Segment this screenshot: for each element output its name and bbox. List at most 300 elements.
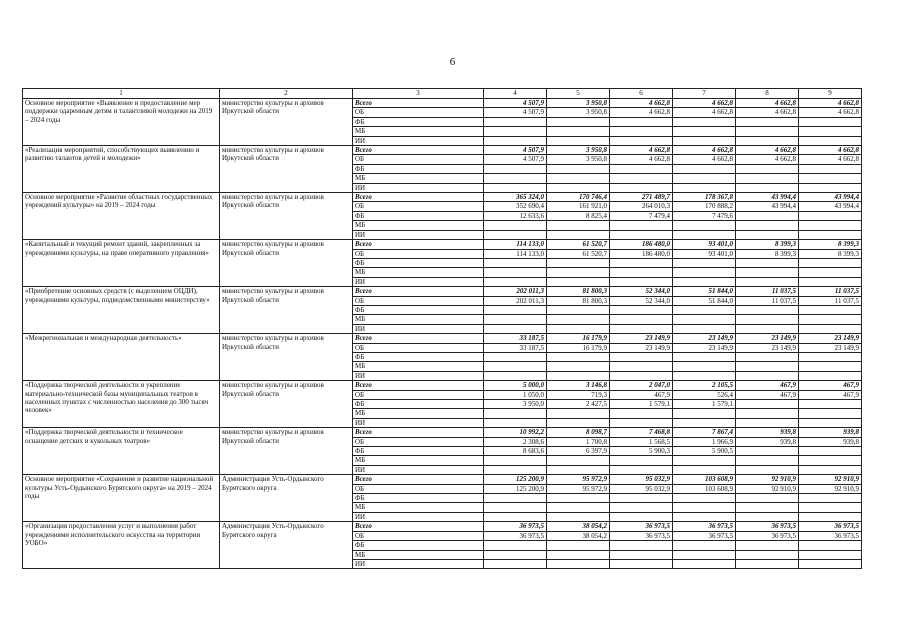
amount-cell [799,117,862,126]
table-row-total [23,99,862,108]
amount-cell [484,465,547,474]
amount-cell [484,324,547,333]
amount-cell: 125 200,9 [484,475,547,484]
table-row-total [23,522,862,531]
amount-cell [736,541,799,550]
amount-cell [673,324,736,333]
amount-cell [673,268,736,277]
amount-cell: 23 149,9 [736,343,799,352]
amount-cell [799,456,862,465]
amount-cell [610,362,673,371]
amount-cell: 526,4 [673,390,736,399]
amount-cell: 81 800,3 [547,296,610,305]
amount-cell: 4 662,8 [610,108,673,117]
activity-name: «Межрегиональная и международная деятельность» [23,334,220,381]
responsible-executor: министерство культуры и архивов Иркутской области [220,193,353,240]
amount-cell: 7 479,4 [610,211,673,220]
amount-cell [673,559,736,568]
amount-cell: 161 921,0 [547,202,610,211]
header-cell: 8 [736,89,799,99]
amount-cell: 4 662,8 [736,155,799,164]
table-row-total [23,334,862,343]
responsible-executor: министерство культуры и архивов Иркутской области [220,240,353,287]
amount-cell: 95 972,9 [547,475,610,484]
responsible-executor: Администрация Усть-Ордынского Бурятского округа [220,475,353,522]
amount-cell: 7 479,6 [673,211,736,220]
amount-cell [673,494,736,503]
funding-source: Всего [353,146,484,155]
amount-cell: 4 507,9 [484,108,547,117]
amount-cell: 11 037,5 [736,287,799,296]
amount-cell: 61 520,7 [547,249,610,258]
amount-cell [610,127,673,136]
amount-cell [673,503,736,512]
funding-source: ИИ [353,230,484,239]
amount-cell: 4 662,8 [610,155,673,164]
amount-cell [799,183,862,192]
funding-source: ИИ [353,136,484,145]
amount-cell [799,541,862,550]
amount-cell [799,550,862,559]
amount-cell: 1 050,0 [484,390,547,399]
funding-source: ФБ [353,541,484,550]
amount-cell [799,211,862,220]
amount-cell [673,221,736,230]
amount-cell [799,559,862,568]
amount-cell: 81 800,3 [547,287,610,296]
amount-cell [610,136,673,145]
funding-source: ФБ [353,447,484,456]
amount-cell [484,230,547,239]
amount-cell: 4 507,9 [484,146,547,155]
amount-cell: 4 662,8 [736,146,799,155]
header-cell: 3 [353,89,484,99]
amount-cell: 23 149,9 [799,334,862,343]
amount-cell [673,164,736,173]
amount-cell: 3 950,8 [547,99,610,108]
responsible-executor: министерство культуры и архивов Иркутской области [220,287,353,334]
amount-cell: 1 966,9 [673,437,736,446]
amount-cell [673,127,736,136]
amount-cell [736,315,799,324]
amount-cell [736,400,799,409]
page-number: 6 [449,56,456,68]
amount-cell: 36 973,5 [484,531,547,540]
header-cell: 4 [484,89,547,99]
amount-cell [610,268,673,277]
responsible-executor: министерство культуры и архивов Иркутской области [220,99,353,146]
amount-cell [799,230,862,239]
amount-cell [736,277,799,286]
amount-cell [736,447,799,456]
amount-cell [673,409,736,418]
amount-cell [799,305,862,314]
header-row [23,89,862,99]
amount-cell [610,305,673,314]
amount-cell [673,305,736,314]
amount-cell [610,550,673,559]
amount-cell: 8 399,3 [799,240,862,249]
amount-cell [547,221,610,230]
activity-name: «Реализация мероприятий, способствующих выявлению и развитию талантов детей и молодежи» [23,146,220,193]
amount-cell [547,494,610,503]
amount-cell [736,362,799,371]
amount-cell: 38 054,2 [547,522,610,531]
funding-source: ФБ [353,164,484,173]
amount-cell [484,418,547,427]
amount-cell [547,541,610,550]
amount-cell [547,512,610,521]
amount-cell [547,230,610,239]
amount-cell [736,559,799,568]
responsible-executor: министерство культуры и архивов Иркутской области [220,146,353,193]
amount-cell: 2 427,5 [547,400,610,409]
amount-cell [799,418,862,427]
amount-cell [547,409,610,418]
amount-cell: 43 994,4 [799,202,862,211]
amount-cell: 8 399,3 [799,249,862,258]
amount-cell [673,550,736,559]
header-cell: 5 [547,89,610,99]
amount-cell [799,352,862,361]
funding-source: Всего [353,240,484,249]
amount-cell [547,136,610,145]
amount-cell [547,305,610,314]
activity-name: «Организация предоставления услуг и выполнения работ учреждениями исполнительского искусства на территории УОБО» [23,522,220,569]
amount-cell [547,117,610,126]
amount-cell [484,362,547,371]
amount-cell: 939,8 [736,428,799,437]
amount-cell [799,409,862,418]
amount-cell: 5 000,0 [484,381,547,390]
amount-cell [547,315,610,324]
amount-cell: 12 633,6 [484,211,547,220]
funding-source: ИИ [353,183,484,192]
amount-cell [736,409,799,418]
amount-cell [736,127,799,136]
amount-cell: 36 973,5 [736,531,799,540]
amount-cell [736,324,799,333]
funding-source: ОБ [353,390,484,399]
funding-source: Всего [353,522,484,531]
amount-cell: 95 032,9 [610,484,673,493]
amount-cell: 33 187,5 [484,334,547,343]
amount-cell: 1 568,5 [610,437,673,446]
amount-cell: 23 149,9 [610,343,673,352]
amount-cell: 352 690,4 [484,202,547,211]
amount-cell [736,494,799,503]
funding-source: Всего [353,193,484,202]
amount-cell [547,465,610,474]
activity-name: Основное мероприятие «Сохранение и развитие национальной культуры Усть-Ордынского Бурятского округа» на 2019 – 2024 годы [23,475,220,522]
amount-cell [610,117,673,126]
amount-cell [547,127,610,136]
header-cell: 2 [220,89,353,99]
amount-cell [610,465,673,474]
amount-cell [484,164,547,173]
amount-cell: 467,9 [736,390,799,399]
table-row-total [23,287,862,296]
amount-cell: 36 973,5 [610,522,673,531]
amount-cell [610,503,673,512]
amount-cell: 36 973,5 [484,522,547,531]
amount-cell: 92 910,9 [799,475,862,484]
funding-source: ИИ [353,559,484,568]
amount-cell [484,409,547,418]
amount-cell [547,324,610,333]
amount-cell: 3 950,8 [547,146,610,155]
amount-cell [736,550,799,559]
amount-cell [799,164,862,173]
amount-cell [610,371,673,380]
amount-cell [547,258,610,267]
amount-cell [673,418,736,427]
amount-cell: 61 520,7 [547,240,610,249]
amount-cell [736,258,799,267]
funding-source: ИИ [353,418,484,427]
funding-source: МБ [353,362,484,371]
amount-cell: 719,3 [547,390,610,399]
funding-source: Всего [353,428,484,437]
funding-source: ФБ [353,258,484,267]
amount-cell: 7 468,8 [610,428,673,437]
amount-cell: 51 844,0 [673,296,736,305]
amount-cell [736,371,799,380]
amount-cell [484,456,547,465]
activity-name: Основное мероприятие «Выявление и предоставление мер поддержки одаренным детям и талантливой молодежи на 2019 – 2024 годы [23,99,220,146]
amount-cell: 36 973,5 [799,522,862,531]
funding-source: ИИ [353,371,484,380]
amount-cell [673,174,736,183]
amount-cell: 4 662,8 [799,108,862,117]
amount-cell [736,512,799,521]
amount-cell [610,512,673,521]
funding-source: Всего [353,287,484,296]
amount-cell [547,164,610,173]
amount-cell: 103 608,9 [673,484,736,493]
amount-cell [736,136,799,145]
amount-cell [610,494,673,503]
funding-source: ОБ [353,437,484,446]
amount-cell [484,503,547,512]
amount-cell [736,211,799,220]
amount-cell [673,230,736,239]
funding-source: МБ [353,268,484,277]
amount-cell [736,174,799,183]
amount-cell [673,315,736,324]
amount-cell [673,362,736,371]
amount-cell: 186 480,0 [610,249,673,258]
amount-cell: 36 973,5 [610,531,673,540]
amount-cell [610,315,673,324]
activity-name: «Поддержка творческой деятельности и техническое оснащение детских и кукольных театров» [23,428,220,475]
amount-cell [736,418,799,427]
amount-cell: 8 399,3 [736,240,799,249]
activity-name: «Поддержка творческой деятельности и укрепление материально-технической базы муниципальных театров в населенных пунктах с численностью населения до 300 тысяч человек» [23,381,220,428]
amount-cell: 95 972,9 [547,484,610,493]
amount-cell [610,559,673,568]
amount-cell [736,117,799,126]
amount-cell: 4 507,9 [484,99,547,108]
table-row-total [23,146,862,155]
funding-source: ИИ [353,465,484,474]
funding-source: ОБ [353,296,484,305]
amount-cell: 271 489,7 [610,193,673,202]
amount-cell [484,221,547,230]
amount-cell [736,503,799,512]
funding-source: ИИ [353,324,484,333]
amount-cell: 264 010,3 [610,202,673,211]
amount-cell: 11 037,5 [799,296,862,305]
table-row-total [23,428,862,437]
funding-source: ИИ [353,512,484,521]
amount-cell [484,559,547,568]
amount-cell [736,221,799,230]
amount-cell: 51 844,0 [673,287,736,296]
amount-cell [547,352,610,361]
amount-cell: 8 683,6 [484,447,547,456]
responsible-executor: министерство культуры и архивов Иркутской области [220,334,353,381]
table-row-total [23,475,862,484]
amount-cell: 4 662,8 [673,99,736,108]
amount-cell [610,324,673,333]
header-cell: 6 [610,89,673,99]
amount-cell [736,183,799,192]
funding-source: Всего [353,334,484,343]
amount-cell: 4 662,8 [673,155,736,164]
amount-cell: 202 011,3 [484,287,547,296]
amount-cell [547,371,610,380]
amount-cell: 6 397,9 [547,447,610,456]
amount-cell [799,512,862,521]
amount-cell [484,183,547,192]
amount-cell: 36 973,5 [673,522,736,531]
amount-cell [610,541,673,550]
budget-table [22,88,862,569]
amount-cell: 23 149,9 [799,343,862,352]
amount-cell: 939,8 [799,428,862,437]
amount-cell: 36 973,5 [799,531,862,540]
amount-cell [547,277,610,286]
amount-cell: 4 662,8 [610,99,673,108]
amount-cell: 1 700,8 [547,437,610,446]
amount-cell: 939,8 [799,437,862,446]
amount-cell [799,136,862,145]
amount-cell [484,550,547,559]
amount-cell: 8 098,7 [547,428,610,437]
amount-cell [484,258,547,267]
amount-cell: 10 992,2 [484,428,547,437]
funding-source: Всего [353,475,484,484]
funding-source: ФБ [353,211,484,220]
amount-cell [799,174,862,183]
amount-cell [673,183,736,192]
amount-cell: 5 900,5 [673,447,736,456]
funding-source: ФБ [353,352,484,361]
amount-cell [799,221,862,230]
funding-source: ФБ [353,494,484,503]
amount-cell: 52 344,0 [610,287,673,296]
amount-cell [610,164,673,173]
amount-cell: 23 149,9 [673,343,736,352]
amount-cell [799,447,862,456]
amount-cell: 4 662,8 [799,99,862,108]
amount-cell [799,268,862,277]
amount-cell [673,541,736,550]
amount-cell [484,541,547,550]
amount-cell: 95 032,9 [610,475,673,484]
amount-cell: 125 200,9 [484,484,547,493]
amount-cell [799,315,862,324]
amount-cell: 186 480,0 [610,240,673,249]
amount-cell: 467,9 [736,381,799,390]
amount-cell [673,456,736,465]
funding-source: МБ [353,409,484,418]
amount-cell: 4 662,8 [736,99,799,108]
table-row-total [23,240,862,249]
amount-cell [799,503,862,512]
amount-cell [610,418,673,427]
funding-source: МБ [353,127,484,136]
table-row-total [23,381,862,390]
amount-cell: 170 888,2 [673,202,736,211]
amount-cell [673,352,736,361]
funding-source: МБ [353,456,484,465]
amount-cell: 8 825,4 [547,211,610,220]
funding-source: ОБ [353,343,484,352]
amount-cell [547,174,610,183]
funding-source: МБ [353,503,484,512]
amount-cell: 92 910,9 [736,484,799,493]
amount-cell: 467,9 [610,390,673,399]
amount-cell [547,559,610,568]
amount-cell: 23 149,9 [736,334,799,343]
amount-cell: 16 179,9 [547,334,610,343]
activity-name: «Капитальный и текущий ремонт зданий, закрепленных за учреждениями культуры, на праве оперативного управления» [23,240,220,287]
funding-source: МБ [353,315,484,324]
amount-cell: 23 149,9 [610,334,673,343]
amount-cell [484,136,547,145]
amount-cell: 4 662,8 [673,146,736,155]
amount-cell: 2 105,5 [673,381,736,390]
funding-source: ОБ [353,249,484,258]
amount-cell [673,277,736,286]
amount-cell [799,127,862,136]
amount-cell: 170 746,4 [547,193,610,202]
amount-cell [547,456,610,465]
amount-cell: 4 662,8 [799,155,862,164]
amount-cell: 92 910,9 [736,475,799,484]
funding-source: ОБ [353,108,484,117]
amount-cell [673,258,736,267]
amount-cell: 93 401,0 [673,249,736,258]
amount-cell [673,117,736,126]
amount-cell: 16 179,9 [547,343,610,352]
amount-cell: 11 037,5 [736,296,799,305]
amount-cell: 3 146,8 [547,381,610,390]
amount-cell [547,503,610,512]
amount-cell [799,258,862,267]
responsible-executor: министерство культуры и архивов Иркутской области [220,428,353,475]
amount-cell [547,183,610,192]
amount-cell: 2 047,0 [610,381,673,390]
amount-cell [673,136,736,145]
funding-source: ИИ [353,277,484,286]
amount-cell [484,512,547,521]
amount-cell [547,550,610,559]
activity-name: Основное мероприятие «Развитие областных государственных учреждений культуры» на 2019 – 2024 годы [23,193,220,240]
header-cell: 9 [799,89,862,99]
